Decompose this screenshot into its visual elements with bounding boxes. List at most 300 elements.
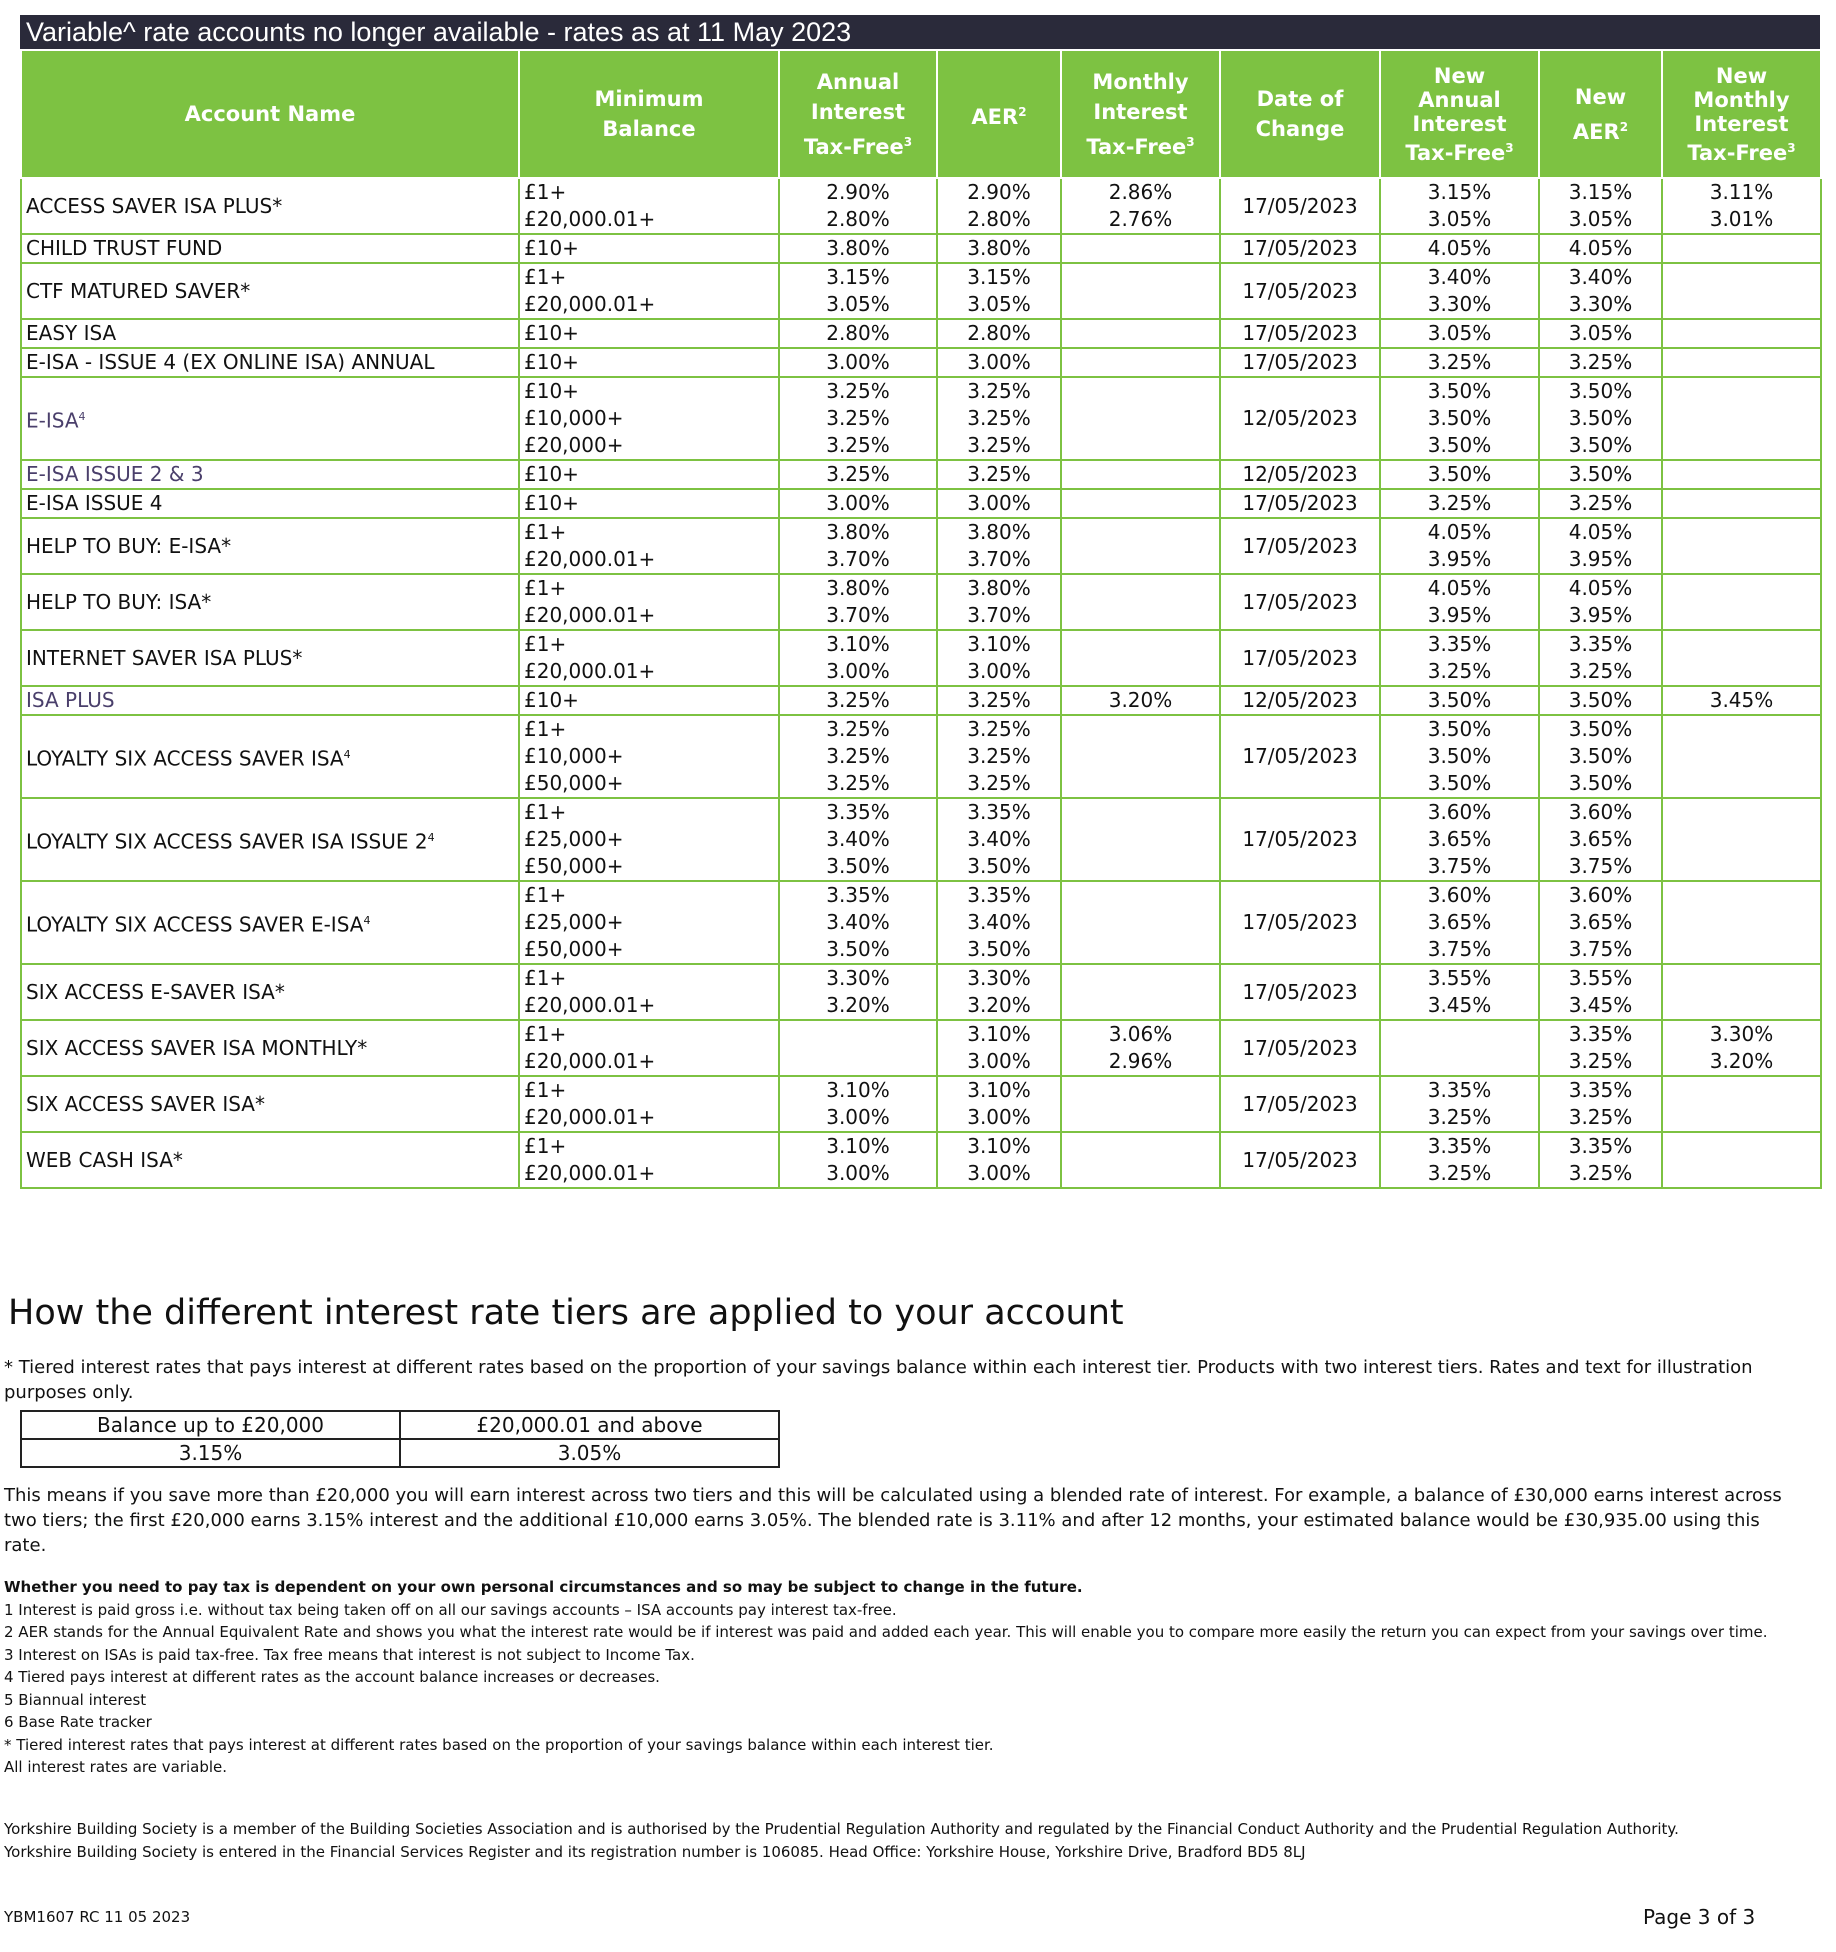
cell-value: 3.25% [1427, 1105, 1492, 1129]
table-row [21, 1020, 1821, 1076]
cell-value: 3.10% [967, 632, 1031, 656]
cell-value: 3.25% [967, 406, 1031, 430]
cell-value: 3.25% [1427, 491, 1492, 515]
annual-interest-cell [779, 377, 937, 460]
annual-interest-cell [779, 574, 937, 630]
new-monthly-interest-cell [1662, 263, 1821, 319]
monthly-interest-cell [1061, 348, 1220, 377]
cell-value: 3.50% [1568, 744, 1633, 768]
annual-interest-cell [779, 881, 937, 964]
aer-cell [937, 319, 1061, 348]
new-annual-interest-cell [1380, 348, 1539, 377]
monthly-interest-cell [1061, 574, 1220, 630]
tier-table-header-row [21, 1411, 779, 1439]
cell-value: 3.65% [1568, 910, 1633, 934]
new-annual-interest-cell [1380, 1132, 1539, 1188]
cell-value: 3.50% [1427, 717, 1492, 741]
cell-value: £1+ [524, 800, 567, 824]
cell-value: 3.80% [967, 576, 1031, 600]
header-annual-interest: Annual Interest Tax-Free$^3$ [779, 50, 937, 178]
cell-value: 3.00% [967, 1105, 1031, 1129]
minimum-balance-cell [519, 518, 779, 574]
minimum-balance-cell [519, 1076, 779, 1132]
cell-value: 3.15% [967, 265, 1031, 289]
new-aer-cell [1539, 1020, 1662, 1076]
cell-value: 3.60% [1427, 883, 1492, 907]
minimum-balance-cell [519, 377, 779, 460]
annual-interest-cell [779, 178, 937, 234]
footnote-item: 6 Base Rate tracker [4, 1713, 152, 1731]
cell-value: 3.25% [967, 462, 1031, 486]
annual-interest-cell [779, 460, 937, 489]
new-annual-interest-cell [1380, 319, 1539, 348]
new-monthly-interest-cell [1662, 964, 1821, 1020]
cell-value: 3.25% [826, 433, 890, 457]
new-annual-interest-cell [1380, 964, 1539, 1020]
account-name-cell [21, 574, 519, 630]
account-name-cell [21, 518, 519, 574]
cell-value: 3.10% [967, 1134, 1031, 1158]
rates-table [20, 49, 1822, 1189]
aer-cell [937, 630, 1061, 686]
monthly-interest-cell [1061, 234, 1220, 263]
legal-notice [4, 1818, 1799, 1864]
table-row [21, 518, 1821, 574]
cell-value: 3.25% [826, 744, 890, 768]
cell-value: 3.10% [967, 1022, 1031, 1046]
table-row [21, 319, 1821, 348]
date-of-change-cell: 17/05/2023 [1220, 1076, 1380, 1132]
new-monthly-interest-cell [1662, 686, 1821, 715]
cell-value: 3.30% [967, 966, 1031, 990]
account-name-cell [21, 715, 519, 798]
rates-table-body [21, 178, 1821, 1188]
cell-value: 3.25% [967, 717, 1031, 741]
table-row [21, 630, 1821, 686]
cell-value: 3.45% [1568, 993, 1633, 1017]
new-aer-cell [1539, 489, 1662, 518]
minimum-balance-cell [519, 798, 779, 881]
tier-table-value-row [21, 1439, 779, 1467]
aer-cell [937, 1076, 1061, 1132]
page-number: Page 3 of 3 [1643, 1905, 1756, 1929]
minimum-balance-cell [519, 1132, 779, 1188]
cell-value: 2.96% [1108, 1049, 1173, 1073]
cell-value: 2.76% [1108, 207, 1173, 231]
new-aer-cell [1539, 574, 1662, 630]
cell-value: 3.60% [1568, 883, 1633, 907]
cell-value: 3.25% [826, 406, 890, 430]
cell-value: 3.75% [1568, 937, 1633, 961]
monthly-interest-cell [1061, 518, 1220, 574]
new-monthly-interest-cell [1662, 1076, 1821, 1132]
cell-value: 3.95% [1568, 547, 1633, 571]
cell-value: 3.40% [967, 910, 1031, 934]
new-aer-cell [1539, 460, 1662, 489]
account-name-cell [21, 798, 519, 881]
account-name-cell [21, 348, 519, 377]
new-aer-cell [1539, 964, 1662, 1020]
account-name: E-ISA [26, 408, 79, 433]
date-of-change-cell: 17/05/2023 [1220, 1132, 1380, 1188]
cell-value: £1+ [524, 632, 567, 656]
monthly-interest-cell [1061, 964, 1220, 1020]
cell-value: 3.40% [1427, 265, 1492, 289]
cell-value: 3.00% [826, 1105, 890, 1129]
account-name: HELP TO BUY: E-ISA* [26, 533, 232, 558]
new-annual-interest-cell [1380, 686, 1539, 715]
table-title: Variable^ rate accounts no longer available - rates as at 11 May 2023 [20, 15, 1820, 49]
new-aer-cell [1539, 377, 1662, 460]
aer-cell [937, 178, 1061, 234]
cell-value: 3.00% [967, 491, 1031, 515]
cell-value: 3.01% [1709, 207, 1774, 231]
new-aer-cell [1539, 630, 1662, 686]
header-minimum-balance: Minimum Balance [519, 50, 779, 178]
cell-value: £1+ [524, 576, 567, 600]
cell-value: 3.25% [967, 771, 1031, 795]
aer-cell [937, 348, 1061, 377]
cell-value: 3.95% [1427, 547, 1492, 571]
cell-value: 3.25% [1568, 491, 1633, 515]
cell-value: 3.05% [1427, 321, 1492, 345]
cell-value: 3.70% [967, 547, 1031, 571]
date-of-change-cell: 17/05/2023 [1220, 489, 1380, 518]
new-monthly-interest-cell [1662, 518, 1821, 574]
cell-value: 2.90% [967, 180, 1031, 204]
new-aer-cell [1539, 798, 1662, 881]
cell-value: 3.70% [826, 547, 890, 571]
account-name: CTF MATURED SAVER* [26, 278, 251, 303]
date-of-change-cell: 17/05/2023 [1220, 630, 1380, 686]
cell-value: 3.55% [1568, 966, 1633, 990]
cell-value: 3.05% [826, 292, 890, 316]
header-new-monthly-interest: New Monthly Interest Tax-Free$^3$ [1662, 50, 1821, 178]
cell-value: £10+ [524, 321, 579, 345]
account-name: WEB CASH ISA* [26, 1147, 183, 1172]
new-monthly-interest-cell [1662, 1132, 1821, 1188]
cell-value: 3.65% [1568, 827, 1633, 851]
account-name: CHILD TRUST FUND [26, 236, 223, 260]
cell-value: 3.25% [1568, 350, 1633, 374]
cell-value: 3.55% [1427, 966, 1492, 990]
cell-value: 3.95% [1568, 603, 1633, 627]
cell-value: 3.25% [826, 379, 890, 403]
cell-value: 3.50% [967, 854, 1031, 878]
minimum-balance-cell [519, 348, 779, 377]
header-account-name: Account Name [21, 50, 519, 178]
aer-cell [937, 489, 1061, 518]
account-name: SIX ACCESS SAVER ISA* [26, 1091, 265, 1116]
cell-value: 3.35% [1568, 1134, 1633, 1158]
cell-value: 3.50% [826, 854, 890, 878]
cell-value: 3.00% [826, 350, 890, 374]
monthly-interest-cell [1061, 1076, 1220, 1132]
cell-value: 3.50% [1568, 406, 1633, 430]
footnote-ref: 4 [363, 913, 371, 927]
new-monthly-interest-cell [1662, 377, 1821, 460]
minimum-balance-cell [519, 715, 779, 798]
cell-value: £20,000.01+ [524, 1105, 656, 1129]
cell-value: 3.50% [967, 937, 1031, 961]
date-of-change-cell: 17/05/2023 [1220, 964, 1380, 1020]
date-of-change-cell: 12/05/2023 [1220, 686, 1380, 715]
tier-explanation: This means if you save more than £20,000 you will earn interest across two tiers and this will be calculated using a blended rate of interest. For example, a balance of £30,000 earns interest across two tiers; the first £20,000 earns 3.15% interest and the additional £10,000 earns 3.05%. The blended rate is 3.11% and after 12 months, your estimated balance would be £30,935.00 using this rate. [4, 1485, 1782, 1556]
minimum-balance-cell [519, 630, 779, 686]
header-new-annual-interest: New Annual Interest Tax-Free$^3$ [1380, 50, 1539, 178]
cell-value: 4.05% [1427, 576, 1492, 600]
table-row [21, 489, 1821, 518]
cell-value: 3.10% [826, 1078, 890, 1102]
cell-value: £20,000.01+ [524, 1049, 656, 1073]
annual-interest-cell [779, 715, 937, 798]
header-row [21, 50, 1821, 178]
monthly-interest-cell [1061, 319, 1220, 348]
cell-value: £50,000+ [524, 854, 624, 878]
cell-value: 3.05% [967, 292, 1031, 316]
new-annual-interest-cell [1380, 263, 1539, 319]
cell-value: 3.25% [1427, 350, 1492, 374]
cell-value: 3.25% [1427, 659, 1492, 683]
cell-value: 3.50% [1568, 771, 1633, 795]
cell-value: 3.05% [1568, 207, 1633, 231]
date-of-change-cell: 17/05/2023 [1220, 715, 1380, 798]
cell-value: 3.25% [967, 688, 1031, 712]
account-name: LOYALTY SIX ACCESS SAVER ISA [26, 746, 344, 771]
cell-value: 3.00% [826, 659, 890, 683]
cell-value: £25,000+ [524, 827, 624, 851]
cell-value: £50,000+ [524, 937, 624, 961]
minimum-balance-cell [519, 964, 779, 1020]
new-monthly-interest-cell [1662, 630, 1821, 686]
cell-value: £20,000.01+ [524, 292, 656, 316]
legal-line: Yorkshire Building Society is a member of the Building Societies Association and is authorised by the Prudential Regulation Authority and regulated by the Financial Conduct Authority and the Prudential Regulation Authority. [4, 1820, 1679, 1838]
cell-value: 3.25% [1568, 659, 1633, 683]
minimum-balance-cell [519, 319, 779, 348]
cell-value: 3.30% [1427, 292, 1492, 316]
aer-cell [937, 686, 1061, 715]
new-aer-cell [1539, 518, 1662, 574]
cell-value: 3.50% [826, 937, 890, 961]
cell-value: 3.75% [1427, 854, 1492, 878]
cell-value: 3.60% [1568, 800, 1633, 824]
new-annual-interest-cell [1380, 1020, 1539, 1076]
cell-value: £1+ [524, 966, 567, 990]
footnote-item: 1 Interest is paid gross i.e. without tax being taken off on all our savings accounts – ISA accounts pay interest tax-free. [4, 1600, 897, 1619]
annual-interest-cell [779, 348, 937, 377]
cell-value: 4.05% [1568, 520, 1633, 544]
cell-value: 3.05% [1427, 207, 1492, 231]
account-name: E-ISA ISSUE 2 & 3 [26, 462, 204, 486]
cell-value: 3.25% [967, 744, 1031, 768]
aer-cell [937, 1020, 1061, 1076]
account-name: HELP TO BUY: ISA* [26, 589, 212, 614]
cell-value: 3.15% [1568, 180, 1633, 204]
aer-cell [937, 518, 1061, 574]
cell-value: 3.25% [1427, 1161, 1492, 1185]
minimum-balance-cell [519, 263, 779, 319]
new-monthly-interest-cell [1662, 348, 1821, 377]
monthly-interest-cell [1061, 798, 1220, 881]
date-of-change-cell: 17/05/2023 [1220, 234, 1380, 263]
account-name-cell [21, 881, 519, 964]
new-annual-interest-cell [1380, 1076, 1539, 1132]
new-annual-interest-cell [1380, 630, 1539, 686]
table-row [21, 460, 1821, 489]
table-row [21, 377, 1821, 460]
cell-value: 3.25% [967, 433, 1031, 457]
cell-value: £20,000.01+ [524, 547, 656, 571]
account-name: SIX ACCESS E-SAVER ISA* [26, 979, 285, 1004]
account-name-cell [21, 234, 519, 263]
cell-value: 4.05% [1427, 236, 1492, 260]
cell-value: £20,000.01+ [524, 659, 656, 683]
monthly-interest-cell [1061, 630, 1220, 686]
table-row [21, 178, 1821, 234]
cell-value: 3.40% [1568, 265, 1633, 289]
new-monthly-interest-cell [1662, 574, 1821, 630]
cell-value: 3.40% [967, 827, 1031, 851]
table-row [21, 964, 1821, 1020]
cell-value: £20,000.01+ [524, 603, 656, 627]
account-name-cell [21, 319, 519, 348]
new-aer-cell [1539, 319, 1662, 348]
footnote-item: 5 Biannual interest [4, 1690, 147, 1709]
cell-value: 3.00% [967, 659, 1031, 683]
cell-value: 3.50% [1568, 462, 1633, 486]
cell-value: 4.05% [1568, 236, 1633, 260]
new-annual-interest-cell [1380, 234, 1539, 263]
aer-cell [937, 263, 1061, 319]
account-name: ISA PLUS [26, 688, 115, 712]
cell-value: 3.35% [967, 883, 1031, 907]
cell-value: £50,000+ [524, 771, 624, 795]
monthly-interest-cell [1061, 881, 1220, 964]
annual-interest-cell [779, 798, 937, 881]
date-of-change-cell: 17/05/2023 [1220, 348, 1380, 377]
monthly-interest-cell [1061, 460, 1220, 489]
annual-interest-cell [779, 263, 937, 319]
monthly-interest-cell [1061, 377, 1220, 460]
cell-value: 3.00% [826, 491, 890, 515]
cell-value: 3.00% [967, 350, 1031, 374]
new-aer-cell [1539, 1132, 1662, 1188]
tier-section-heading: How the different interest rate tiers are applied to your account [8, 1293, 1124, 1333]
cell-value: £1+ [524, 1078, 567, 1102]
new-monthly-interest-cell [1662, 234, 1821, 263]
new-monthly-interest-cell [1662, 798, 1821, 881]
cell-value: 3.80% [826, 576, 890, 600]
new-aer-cell [1539, 263, 1662, 319]
cell-value: 3.10% [826, 1134, 890, 1158]
cell-value: 3.80% [967, 520, 1031, 544]
cell-value: 3.20% [967, 993, 1031, 1017]
annual-interest-cell [779, 489, 937, 518]
account-name-cell [21, 263, 519, 319]
table-row [21, 263, 1821, 319]
cell-value: 3.30% [1568, 292, 1633, 316]
account-name-cell [21, 1132, 519, 1188]
monthly-interest-cell [1061, 1132, 1220, 1188]
new-aer-cell [1539, 178, 1662, 234]
cell-value: 3.35% [1568, 632, 1633, 656]
cell-value: 3.25% [1568, 1105, 1633, 1129]
cell-value: 3.45% [1427, 993, 1492, 1017]
aer-cell [937, 574, 1061, 630]
minimum-balance-cell [519, 178, 779, 234]
header-aer: AER$^2$ [937, 50, 1061, 178]
new-annual-interest-cell [1380, 574, 1539, 630]
footnote-item: 3 Interest on ISAs is paid tax-free. Tax free means that interest is not subject to Income Tax. [4, 1645, 695, 1664]
monthly-interest-cell [1061, 489, 1220, 518]
cell-value: 3.35% [1568, 1078, 1633, 1102]
table-row [21, 686, 1821, 715]
date-of-change-cell: 17/05/2023 [1220, 263, 1380, 319]
cell-value: 2.80% [826, 321, 890, 345]
aer-cell [937, 881, 1061, 964]
new-monthly-interest-cell [1662, 178, 1821, 234]
date-of-change-cell: 17/05/2023 [1220, 178, 1380, 234]
annual-interest-cell [779, 518, 937, 574]
cell-value: £1+ [524, 180, 567, 204]
new-aer-cell [1539, 348, 1662, 377]
cell-value: 3.25% [826, 688, 890, 712]
cell-value: 3.05% [1568, 321, 1633, 345]
cell-value: £10+ [524, 688, 579, 712]
cell-value: 2.90% [826, 180, 890, 204]
date-of-change-cell: 17/05/2023 [1220, 1020, 1380, 1076]
footnotes [4, 1576, 1799, 1779]
minimum-balance-cell [519, 1020, 779, 1076]
account-name-cell [21, 178, 519, 234]
date-of-change-cell: 12/05/2023 [1220, 377, 1380, 460]
cell-value: 3.25% [1568, 1049, 1633, 1073]
annual-interest-cell [779, 964, 937, 1020]
cell-value: 3.35% [826, 883, 890, 907]
new-monthly-interest-cell [1662, 1020, 1821, 1076]
cell-value: 3.35% [826, 800, 890, 824]
aer-cell [937, 377, 1061, 460]
new-monthly-interest-cell [1662, 460, 1821, 489]
cell-value: 3.50% [1427, 433, 1492, 457]
cell-value: £20,000+ [524, 433, 624, 457]
tier-value-cell: 3.05% [400, 1439, 779, 1467]
cell-value: £20,000.01+ [524, 1161, 656, 1185]
monthly-interest-cell [1061, 1020, 1220, 1076]
account-name: E-ISA ISSUE 4 [26, 491, 163, 515]
cell-value: 3.15% [826, 265, 890, 289]
cell-value: 3.70% [967, 603, 1031, 627]
cell-value: 3.35% [1568, 1022, 1633, 1046]
new-annual-interest-cell [1380, 377, 1539, 460]
tier-header-cell: Balance up to £20,000 [21, 1411, 400, 1439]
minimum-balance-cell [519, 686, 779, 715]
cell-value: 3.30% [1709, 1022, 1774, 1046]
aer-cell [937, 1132, 1061, 1188]
account-name: SIX ACCESS SAVER ISA MONTHLY* [26, 1035, 368, 1060]
document-page [20, 15, 1820, 1189]
account-name-cell [21, 964, 519, 1020]
cell-value: 3.65% [1427, 910, 1492, 934]
cell-value: £25,000+ [524, 910, 624, 934]
footnote-item: 4 Tiered pays interest at different rates as the account balance increases or decreases. [4, 1668, 660, 1686]
cell-value: £20,000.01+ [524, 207, 656, 231]
cell-value: 3.30% [826, 966, 890, 990]
header-monthly-interest: Monthly Interest Tax-Free$^3$ [1061, 50, 1220, 178]
cell-value: 3.20% [826, 993, 890, 1017]
table-row [21, 234, 1821, 263]
footnote-item: * Tiered interest rates that pays interest at different rates based on the proportion of your savings balance within each interest tier. [4, 1735, 994, 1754]
